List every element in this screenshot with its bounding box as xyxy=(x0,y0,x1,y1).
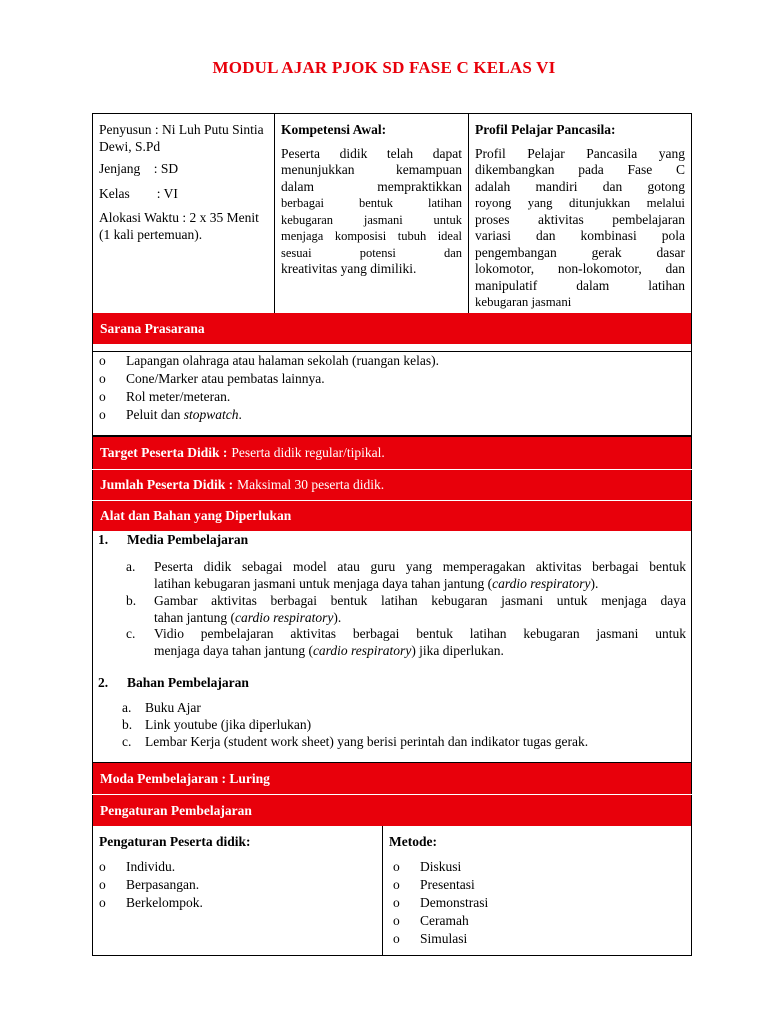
list-item: c. Lembar Kerja (student work sheet) yang berisi perintah dan indikator tugas gerak. xyxy=(122,734,589,749)
students-cell: Pengaturan Peserta didik: o Individu. o Berpasangan. o Berkelompok. xyxy=(93,826,382,955)
count-row: Jumlah Peserta Didik : Maksimal 30 peserta didik. xyxy=(92,470,692,500)
info-table xyxy=(92,113,692,314)
target-row: Target Peserta Didik : Peserta didik regular/tipikal. xyxy=(92,436,692,469)
list-item: a. Buku Ajar xyxy=(122,700,201,715)
profile-cell xyxy=(469,114,691,313)
page-title: MODUL AJAR PJOK SD FASE C KELAS VI xyxy=(212,58,556,77)
competency-text: Peserta didik telah dapat menunjukkan kemampuan dalam mempraktikkan berbagai bentuk latihan kebugaran jasmani untuk menjaga komposisi tubuh ideal sesuai potensi dan kreativitas yang dimiliki. xyxy=(281,145,462,276)
list-item: b. Gambar aktivitas berbagai bentuk latihan kebugaran jasmani untuk menjaga daya tahan jantung (cardio respiratory). xyxy=(126,593,686,625)
sarana-header: Sarana Prasarana xyxy=(92,313,692,344)
competency-heading: Kompetensi Awal: xyxy=(281,122,387,137)
materials-heading: 2. Bahan Pembelajaran xyxy=(98,675,249,690)
sarana-section: o Lapangan olahraga atau halaman sekolah (ruangan kelas). o Cone/Marker atau pembatas lainnya. o Rol meter/meteran. o Peluit dan stopwatch. xyxy=(92,344,692,436)
profile-heading: Profil Pelajar Pancasila: xyxy=(475,122,616,137)
students-heading: Pengaturan Peserta didik: xyxy=(99,834,251,849)
time-allocation: Alokasi Waktu : 2 x 35 Menit (1 kali pertemuan). xyxy=(99,210,259,242)
list-item: c. Vidio pembelajaran aktivitas berbagai bentuk latihan kebugaran jasmani untuk menjaga daya tahan jantung (cardio respiratory) jika diperlukan. xyxy=(126,626,686,658)
methods-cell: Metode: o Diskusi o Presentasi o Demonstrasi o Ceramah o Simulasi xyxy=(383,826,691,955)
media-heading: 1. Media Pembelajaran xyxy=(98,532,249,547)
arrangement-table xyxy=(92,826,692,956)
tools-section xyxy=(92,531,692,763)
arrangement-header: Pengaturan Pembelajaran xyxy=(92,795,692,826)
author-cell xyxy=(93,114,274,313)
level-line: Jenjang : SD xyxy=(99,161,179,176)
list-item: b. Link youtube (jika diperlukan) xyxy=(122,717,312,732)
mode-header: Moda Pembelajaran : Luring xyxy=(92,763,692,794)
competency-cell xyxy=(275,114,468,313)
profile-text: Profil Pelajar Pancasila yang dikembangkan pada Fase C adalah mandiri dan gotong royong yang ditunjukkan melalui proses aktivitas pembelajaran variasi dan kombinasi pola pengembangan gerak dasar lokomotor, non-lokomotor, dan manipulatif dalam latihan kebugaran jasmani xyxy=(475,145,685,309)
list-item: a. Peserta didik sebagai model atau guru yang memperagakan aktivitas berbagai bentuk latihan kebugaran jasmani untuk menjaga daya tahan jantung (cardio respiratory). xyxy=(126,559,686,591)
author-line: Penyusun : Ni Luh Putu Sintia Dewi, S.Pd xyxy=(99,122,264,154)
methods-heading: Metode: xyxy=(389,834,437,849)
class-line: Kelas : VI xyxy=(99,185,178,201)
tools-header: Alat dan Bahan yang Diperlukan xyxy=(92,501,692,531)
